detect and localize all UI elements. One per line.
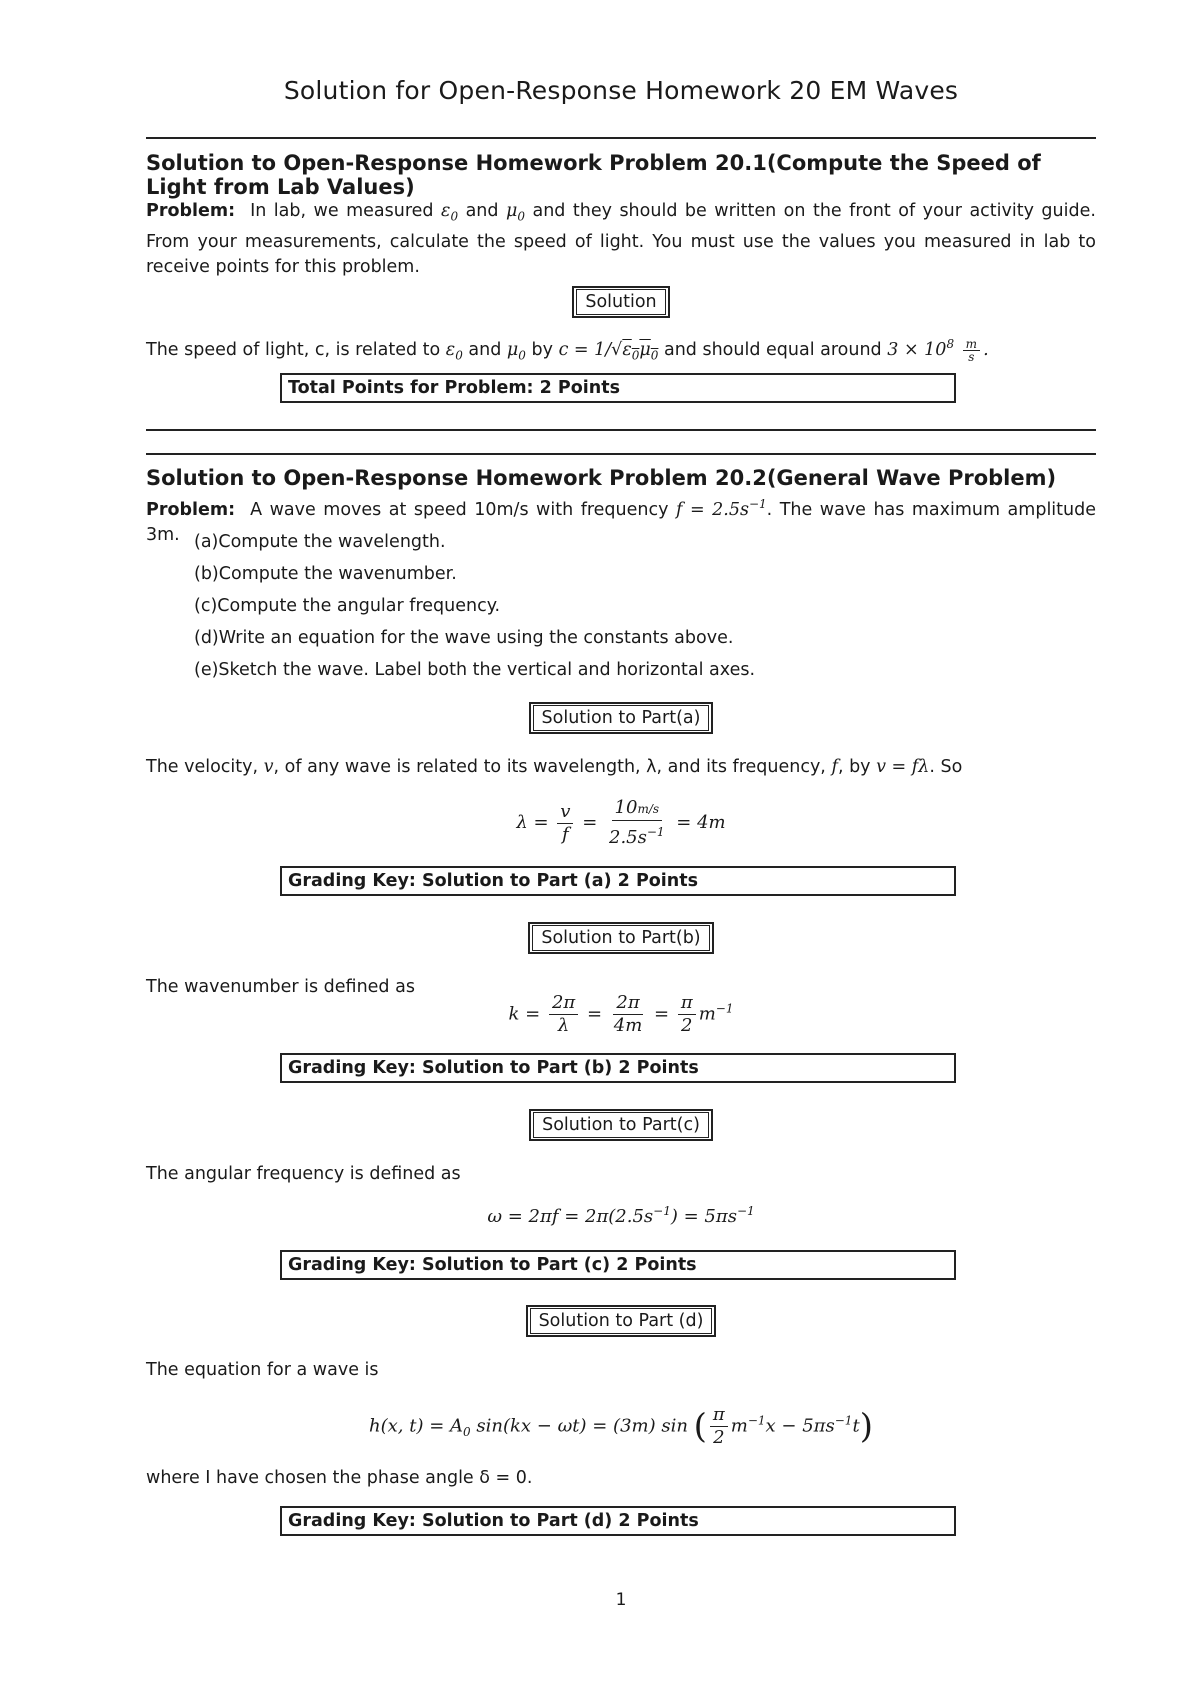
wavelength-equation: λ = $\frac{v}{f}$ = $\frac{10m/s}{2.5s^{-1}}$ = 4m (516, 797, 726, 848)
part-a-label: Solution to Part(a) (533, 705, 710, 731)
problem1-text-a: In lab, we measured (250, 201, 434, 221)
document-page (146, 0, 1096, 1698)
list-item: (b)Compute the wavenumber. (194, 564, 457, 584)
problem1-heading: Solution to Open-Response Homework Problem 20.1(Compute the Speed of Light from Lab Values) (146, 151, 1041, 199)
part-b-grading-box: Grading Key: Solution to Part (b) 2 Points (280, 1053, 956, 1083)
part-b-solution-box (146, 922, 1096, 954)
angular-frequency-equation: $\omega = 2\pi f = 2\pi(2.5s^{-1}) = 5\pi s^{-1}$ (487, 1204, 755, 1227)
mu0-symbol-2: $\mu_0$ (506, 339, 526, 363)
problem1-points-box: Total Points for Problem: 2 Points (280, 373, 956, 403)
part-a-grading-box: Grading Key: Solution to Part (a) 2 Points (280, 866, 956, 896)
divider-rule-2 (146, 453, 1096, 455)
problem1-label: Problem: (146, 201, 236, 221)
problem1-text-b: and (465, 201, 499, 221)
wavenumber-equation: k = $\frac{2\pi}{\lambda}$ = $\frac{2\pi}{4m}$ = $\frac{\pi}{2}$ $m^{-1}$ (508, 992, 734, 1036)
epsilon0-symbol-2: $\varepsilon_0$ (445, 339, 463, 363)
page-number: 1 (615, 1590, 627, 1610)
velocity-symbol: v (263, 757, 274, 777)
speed-of-light-value: $3 \times 10^8$ $\frac{m}{s}$ . (887, 336, 989, 364)
wave-equation: h(x, $t) = A_0$ sin(kx − ωt) = (3m) sin ( $\frac{\pi}{2}$ $m^{-1}x - 5\pi s^{-1}t$) (369, 1404, 873, 1448)
problem2-heading: Solution to Open-Response Homework Problem 20.2(General Wave Problem) (146, 466, 1057, 490)
problem1-text-c: and they should be written on the front of your activity guide. From your measurements, calculate the speed of light. You must use the values you measured in lab to receive points for this problem. (146, 201, 1096, 277)
list-item: (a)Compute the wavelength. (194, 532, 446, 552)
page-title: Solution for Open-Response Homework 20 EM Waves (283, 76, 959, 105)
part-d-text: The equation for a wave is (146, 1360, 379, 1380)
frequency-value: $f = 2.5s^{-1}$ (675, 497, 767, 520)
part-c-text: The angular frequency is defined as (146, 1164, 461, 1184)
part-c-grading-box: Grading Key: Solution to Part (c) 2 Points (280, 1250, 956, 1280)
part-d-label: Solution to Part (d) (530, 1308, 713, 1334)
wave-relation: v = fλ (876, 757, 930, 777)
solution-text-b: and (468, 339, 502, 360)
part-d-after-text: where I have chosen the phase angle δ = 0. (146, 1468, 533, 1488)
problem2-text-a: A wave moves at speed 10m/s with frequency (250, 499, 669, 520)
list-item: (d)Write an equation for the wave using the constants above. (194, 628, 734, 648)
part-d-grading-box: Grading Key: Solution to Part (d) 2 Points (280, 1506, 956, 1536)
speed-of-light-formula: $c = 1/√\varepsilon_0\mu_0$ (558, 339, 659, 363)
solution-text-d: and should equal around (663, 339, 882, 360)
part-a-solution-box (146, 702, 1096, 734)
part-d-solution-box (146, 1305, 1096, 1337)
list-item: (e)Sketch the wave. Label both the vertical and horizontal axes. (194, 660, 756, 680)
problem2-text-b: . The wave has maximum amplitude 3m. (146, 499, 1096, 545)
problem1-solution-text (146, 332, 1096, 368)
part-a-text (146, 755, 1096, 780)
solution-text-c: by (531, 339, 553, 360)
part-b-text: The wavenumber is defined as (146, 977, 415, 997)
epsilon0-symbol: $\varepsilon_0$ (441, 201, 459, 224)
problem2-label: Problem: (146, 499, 236, 520)
part-a-text-d: . So (929, 757, 963, 777)
parts-list (194, 526, 1094, 686)
solution-label: Solution (576, 289, 665, 315)
list-item: (c)Compute the angular frequency. (194, 596, 501, 616)
part-a-text-c: , by (837, 757, 871, 777)
part-a-text-b: , of any wave is related to its wavelength, λ, and its frequency, (273, 757, 826, 777)
part-a-text-a: The velocity, (146, 757, 259, 777)
solution-text-a: The speed of light, c, is related to (146, 339, 441, 360)
frequency-symbol: f (831, 757, 838, 777)
part-c-solution-box (146, 1109, 1096, 1141)
problem1-solution-box (146, 286, 1096, 318)
part-c-label: Solution to Part(c) (533, 1112, 709, 1138)
divider-rule-1 (146, 429, 1096, 431)
top-rule (146, 137, 1096, 139)
part-b-label: Solution to Part(b) (532, 925, 709, 951)
problem1-statement (146, 199, 1096, 280)
mu0-symbol: $\mu_0$ (505, 201, 525, 224)
